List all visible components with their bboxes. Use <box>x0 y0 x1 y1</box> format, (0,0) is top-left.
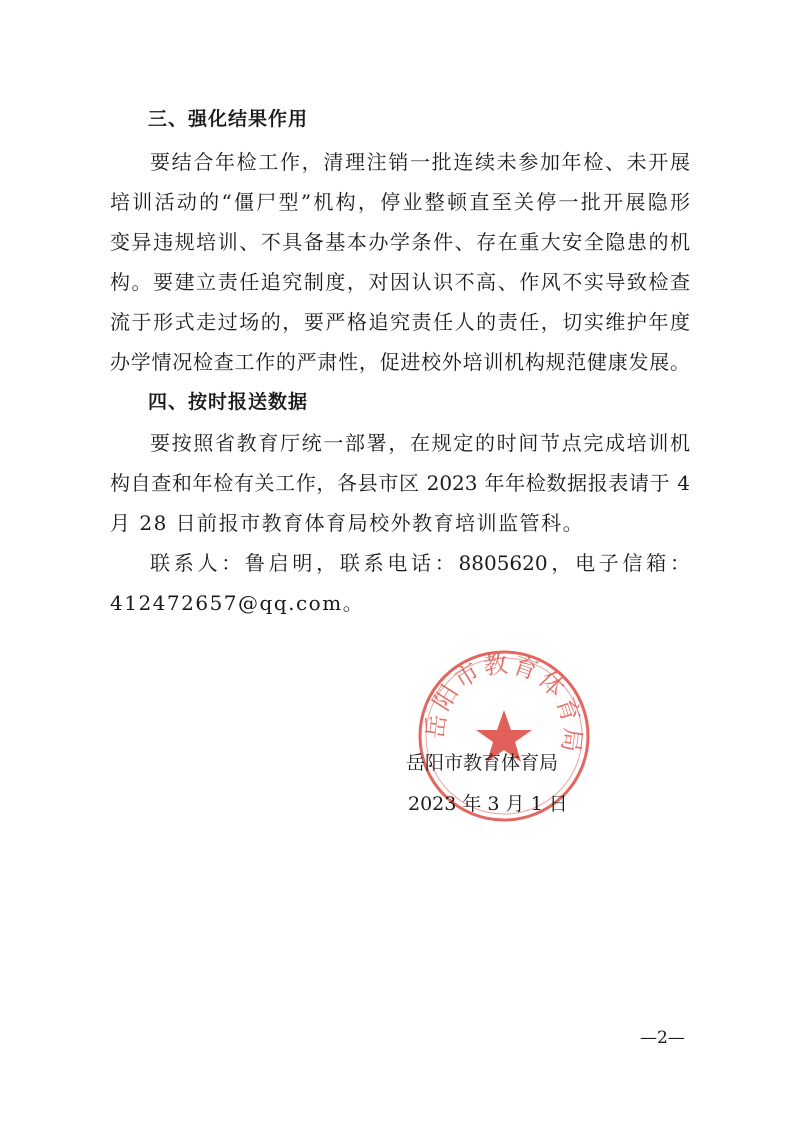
paragraph-line: 培训活动的“僵尸型”机构，停业整顿直至关停一批开展隐形 <box>110 190 690 214</box>
paragraph-line: 办学情况检查工作的严肃性，促进校外培训机构规范健康发展。 <box>110 350 690 374</box>
svg-text:岳阳市教育体育局: 岳阳市教育体育局 <box>421 649 588 757</box>
paragraph-line: 构自查和年检有关工作，各县市区 2023 年年检数据报表请于 4 <box>110 471 690 495</box>
paragraph-line: 要按照省教育厅统一部署，在规定的时间节点完成培训机 <box>150 431 690 455</box>
paragraph-line: 月 28 日前报市教育体育局校外教育培训监管科。 <box>110 511 585 535</box>
paragraph-line: 要结合年检工作，清理注销一批连续未参加年检、未开展 <box>150 150 690 174</box>
contact-email: 412472657@qq.com。 <box>110 591 365 615</box>
section-heading: 四、按时报送数据 <box>148 391 309 413</box>
issuing-organization: 岳阳市教育体育局 <box>406 752 559 774</box>
issue-date: 2023 年 3 月 1 日 <box>408 793 568 815</box>
contact-line: 联系人：鲁启明，联系电话：8805620，电子信箱： <box>150 551 690 575</box>
paragraph-line: 变异违规培训、不具备基本办学条件、存在重大安全隐患的机 <box>110 230 690 254</box>
paragraph-line: 流于形式走过场的，要严格追究责任人的责任，切实维护年度 <box>110 310 690 334</box>
page-number: —2— <box>640 1028 685 1048</box>
paragraph-line: 构。要建立责任追究制度，对因认识不高、作风不实导致检查 <box>110 270 690 294</box>
section-heading: 三、强化结果作用 <box>148 108 309 130</box>
